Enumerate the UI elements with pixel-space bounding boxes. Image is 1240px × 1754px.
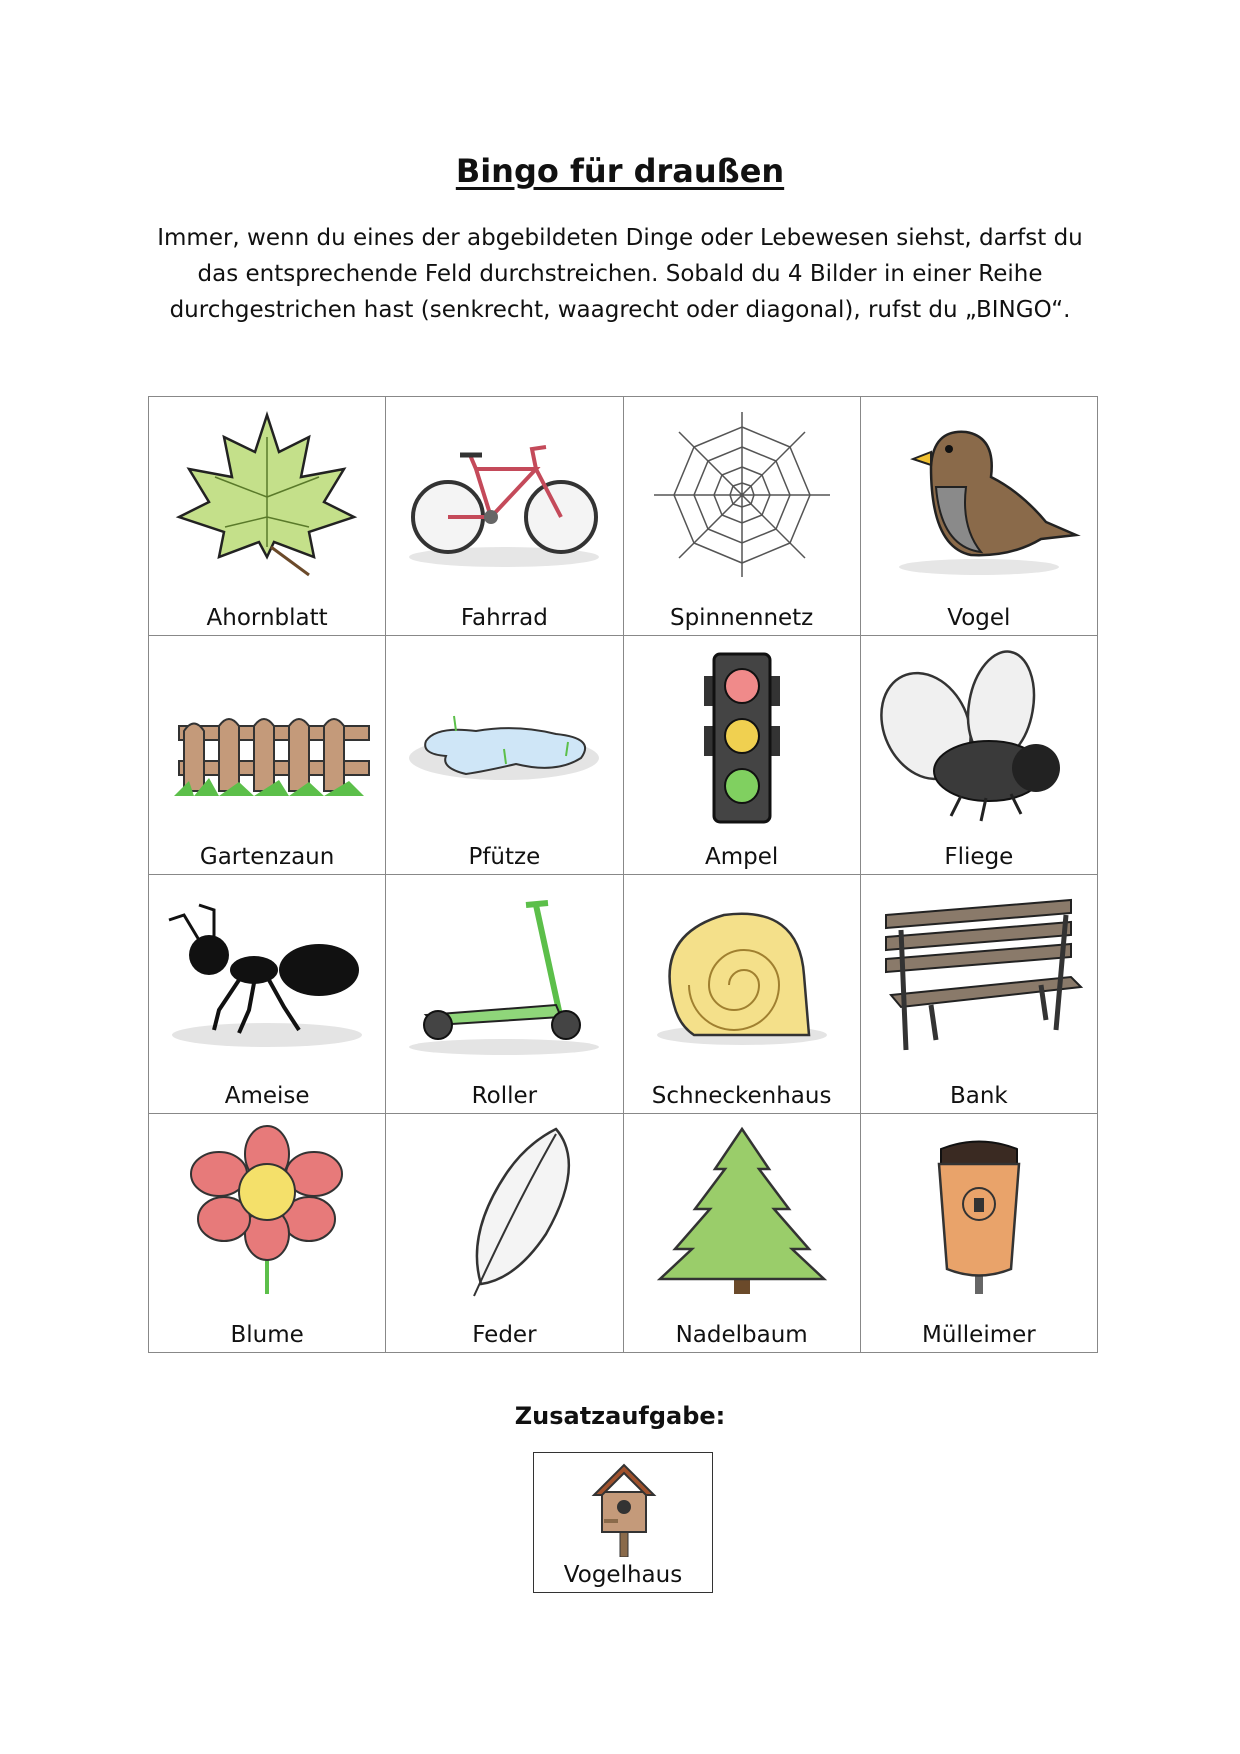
card-label: Spinnennetz bbox=[669, 605, 814, 631]
card-label: Schneckenhaus bbox=[651, 1083, 832, 1109]
snail-shell-icon bbox=[634, 885, 850, 1063]
instructions-line: Immer, wenn du eines der abgebildeten Dinge oder Lebewesen siehst, darfst du bbox=[157, 225, 1083, 251]
card-label: Pfütze bbox=[468, 844, 541, 870]
ant-icon bbox=[159, 885, 375, 1063]
puddle-icon bbox=[396, 646, 612, 824]
birdhouse-icon bbox=[564, 1457, 684, 1557]
bingo-cell-ampel[interactable] bbox=[624, 636, 861, 875]
bingo-cell-muelleimer[interactable] bbox=[861, 1114, 1098, 1353]
bingo-cell-schneckenhaus[interactable] bbox=[624, 875, 861, 1114]
fence-icon bbox=[159, 646, 375, 824]
card-label: Vogelhaus bbox=[563, 1562, 683, 1588]
bingo-cell-fliege[interactable] bbox=[861, 636, 1098, 875]
fly-icon bbox=[871, 646, 1087, 824]
bingo-cell-blume[interactable] bbox=[149, 1114, 386, 1353]
bingo-cell-gartenzaun[interactable] bbox=[149, 636, 386, 875]
bicycle-icon bbox=[396, 407, 612, 585]
extra-task-title: Zusatzaufgabe: bbox=[514, 1402, 726, 1430]
card-label: Fahrrad bbox=[460, 605, 548, 631]
feather-icon bbox=[396, 1124, 612, 1302]
bingo-cell-ahornblatt[interactable] bbox=[149, 397, 386, 636]
card-label: Ampel bbox=[704, 844, 779, 870]
bingo-grid bbox=[148, 396, 1098, 1353]
page-title: Bingo für draußen bbox=[455, 152, 785, 190]
bingo-cell-ameise[interactable] bbox=[149, 875, 386, 1114]
card-label: Nadelbaum bbox=[675, 1322, 808, 1348]
instructions-line: durchgestrichen hast (senkrecht, waagrecht oder diagonal), rufst du „BINGO“. bbox=[169, 297, 1071, 323]
scooter-icon bbox=[396, 885, 612, 1063]
card-label: Vogel bbox=[947, 605, 1011, 631]
bingo-cell-feder[interactable] bbox=[386, 1114, 623, 1353]
flower-icon bbox=[159, 1124, 375, 1302]
card-label: Fliege bbox=[944, 844, 1014, 870]
card-label: Bank bbox=[949, 1083, 1008, 1109]
extra-task-card[interactable] bbox=[533, 1452, 713, 1593]
card-label: Ahornblatt bbox=[206, 605, 328, 631]
spiderweb-icon bbox=[634, 407, 850, 585]
card-label: Ameise bbox=[224, 1083, 310, 1109]
bingo-cell-vogel[interactable] bbox=[861, 397, 1098, 636]
instructions bbox=[140, 220, 1100, 328]
instructions-line: das entsprechende Feld durchstreichen. Sobald du 4 Bilder in einer Reihe bbox=[197, 261, 1043, 287]
traffic-light-icon bbox=[634, 646, 850, 824]
bench-icon bbox=[871, 885, 1087, 1063]
trash-bin-icon bbox=[871, 1124, 1087, 1302]
bingo-cell-pfuetze[interactable] bbox=[386, 636, 623, 875]
card-label: Roller bbox=[471, 1083, 538, 1109]
card-label: Blume bbox=[230, 1322, 304, 1348]
bingo-cell-nadelbaum[interactable] bbox=[624, 1114, 861, 1353]
fir-tree-icon bbox=[634, 1124, 850, 1302]
card-label: Mülleimer bbox=[921, 1322, 1036, 1348]
bingo-cell-roller[interactable] bbox=[386, 875, 623, 1114]
bird-icon bbox=[871, 407, 1087, 585]
bingo-cell-bank[interactable] bbox=[861, 875, 1098, 1114]
card-label: Feder bbox=[472, 1322, 537, 1348]
bingo-cell-fahrrad[interactable] bbox=[386, 397, 623, 636]
maple-leaf-icon bbox=[159, 407, 375, 585]
card-label: Gartenzaun bbox=[199, 844, 335, 870]
bingo-cell-spinnennetz[interactable] bbox=[624, 397, 861, 636]
